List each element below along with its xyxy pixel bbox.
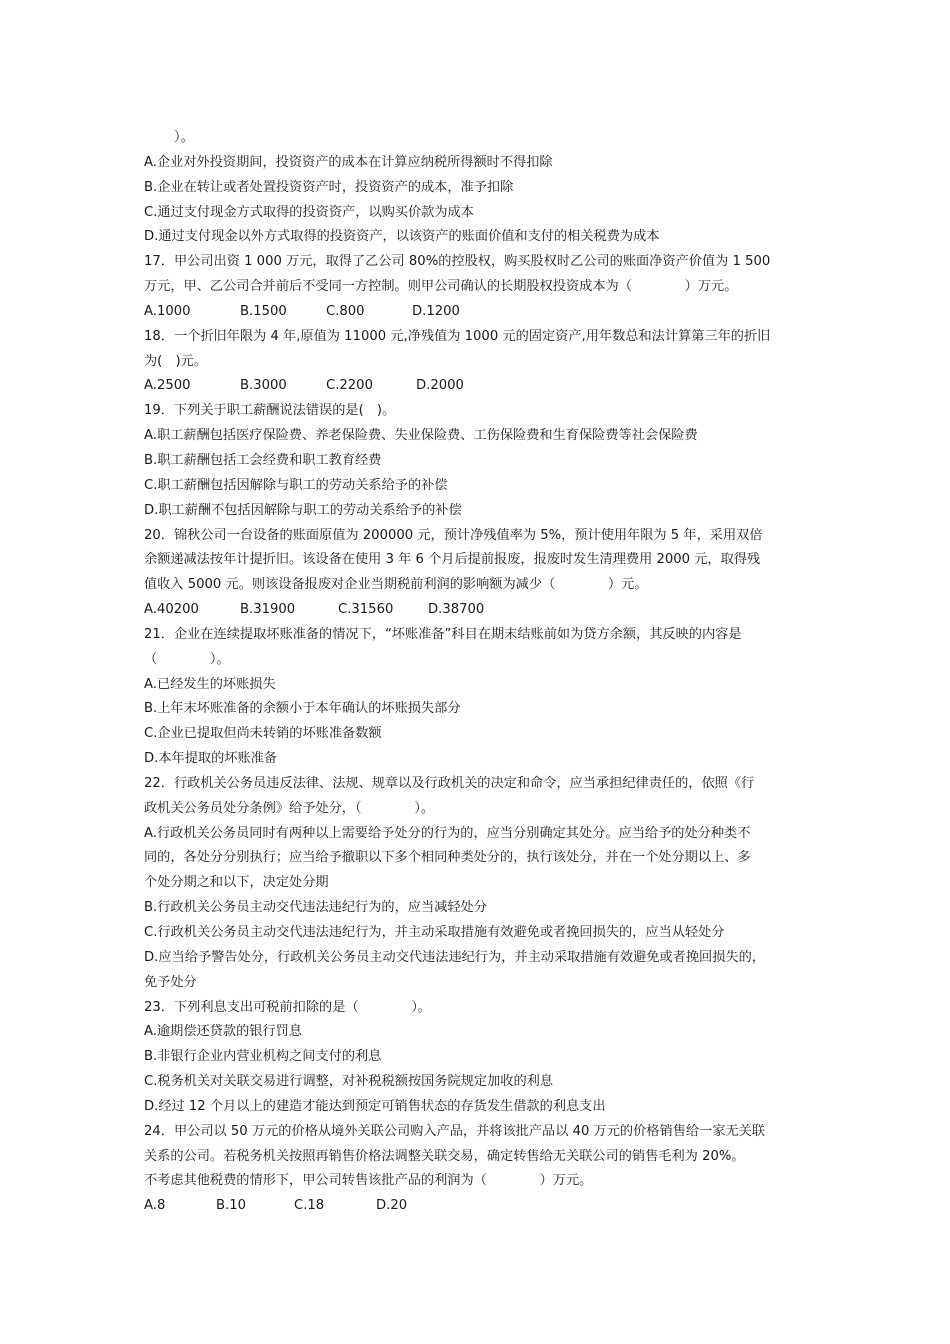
question-20: 20．锦秋公司一台设备的账面原值为 200000 元，预计净残值率为 5%，预计使用年限为 5 年，采用双倍 [144,527,763,543]
text-line: B.上年末坏账准备的余额小于本年确认的坏账损失部分 [144,701,461,717]
text-line: C.行政机关公务员主动交代违法违纪行为，并主动采取措施有效避免或者挽回损失的，应当从轻处分 [144,925,725,940]
options-q20 [144,598,816,623]
text-line: 值收入 5000 元。则该设备报废对企业当期税前利润的影响额为减少（ ）元。 [144,577,648,593]
option-d: D.2000 [416,378,464,394]
question-22: 22．行政机关公务员违反法律、法规、规章以及行政机关的决定和命令，应当承担纪律责任的，依照《行 [144,775,755,791]
question-24: 24．甲公司以 50 万元的价格从境外关联公司购入产品，并将该批产品以 40 万元的价格销售给一家无关联 [144,1123,765,1139]
option-b: B.1500 [240,303,287,319]
text-line: 余额递减法按年计提折旧。该设备在使用 3 年 6 个月后提前报废，报废时发生清理费用 2000 元，取得残 [144,552,761,568]
text-line: D.应当给予警告处分，行政机关公务员主动交代违法违纪行为，并主动采取措施有效避免或者挽回损失的， [144,949,765,965]
option-c: C.31560 [338,602,394,618]
options-q18 [144,374,816,399]
text-line: ）。 [174,130,194,145]
option-c: C.2200 [326,378,373,394]
text-line: A.职工薪酬包括医疗保险费、养老保险费、失业保险费、工伤保险费和生育保险费等社会保险费 [144,428,698,444]
option-b: B.10 [216,1198,247,1214]
text-line: 政机关公务员处分条例》给予处分，（ ）。 [144,800,435,816]
question-17: 17．甲公司出资 1 000 万元，取得了乙公司 80%的控股权，购买股权时乙公司的账面净资产价值为 1 500 [144,254,771,270]
option-a: A.1000 [144,303,191,319]
text-line: （ ）。 [144,651,230,667]
text-line: B.行政机关公务员主动交代违法违纪行为的，应当减轻处分 [144,900,487,916]
text-line: B.职工薪酬包括工会经费和职工教育经费 [144,452,382,468]
text-line: B.企业在转让或者处置投资资产时，投资资产的成本，准予扣除 [144,179,514,195]
text-line: D.通过支付现金以外方式取得的投资资产，以该资产的账面价值和支付的相关税费为成本 [144,229,660,245]
question-21: 21．企业在连续提取坏账准备的情况下，“坏账准备”科目在期末结账前如为贷方余额，其反映的内容是 [144,626,742,642]
text-line: 个处分期之和以下，决定处分期 [144,875,329,891]
text-line: 免予处分 [144,974,197,990]
text-line: 万元，甲、乙公司合并前后不受同一方控制。则甲公司确认的长期股权投资成本为（ ）万元。 [144,279,738,295]
option-a: A.40200 [144,602,199,618]
text-line: C.职工薪酬包括因解除与职工的劳动关系给予的补偿 [144,477,448,493]
text-line: A.已经发生的坏账损失 [144,676,276,692]
text-line: D.职工薪酬不包括因解除与职工的劳动关系给予的补偿 [144,502,462,518]
question-19: 19．下列关于职工薪酬说法错误的是( )。 [144,403,396,419]
option-c: C.800 [326,303,365,319]
option-d: D.38700 [428,602,485,618]
text-line: A.行政机关公务员同时有两种以上需要给予处分的行为的，应当分别确定其处分。应当给予的处分种类不 [144,825,751,841]
text-line: C.税务机关对关联交易进行调整，对补税税额按国务院规定加收的利息 [144,1074,554,1090]
option-d: D.20 [376,1198,408,1214]
option-a: A.2500 [144,378,191,394]
text-line: 关系的公司。若税务机关按照再销售价格法调整关联交易，确定转售给无关联公司的销售毛利为 20%。 [144,1148,745,1164]
option-b: B.31900 [240,602,296,618]
option-c: C.18 [294,1198,325,1214]
text-line: C.通过支付现金方式取得的投资资产，以购买价款为成本 [144,204,474,220]
text-line: B.非银行企业内营业机构之间支付的利息 [144,1049,382,1065]
text-line: D.本年提取的坏账准备 [144,751,278,767]
question-18: 18．一个折旧年限为 4 年,原值为 11000 元,净残值为 1000 元的固定资产,用年数总和法计算第三年的折旧 [144,328,771,344]
text-line: A.企业对外投资期间，投资资产的成本在计算应纳税所得额时不得扣除 [144,154,553,170]
option-b: B.3000 [240,378,287,394]
text-line: D.经过 12 个月以上的建造才能达到预定可销售状态的存货发生借款的利息支出 [144,1098,606,1114]
options-q17 [144,300,816,325]
question-23: 23．下列利息支出可税前扣除的是（ ）。 [144,999,432,1015]
option-d: D.1200 [412,303,460,319]
option-a: A.8 [144,1198,166,1214]
text-line: 为( )元。 [144,353,208,369]
text-line: 不考虑其他税费的情形下，甲公司转售该批产品的利润为（ ）万元。 [144,1173,593,1189]
text-line: C.企业已提取但尚未转销的坏账准备数额 [144,726,382,742]
question-text [144,126,816,1219]
text-line: 同的，各处分分别执行；应当给予撤职以下多个相同种类处分的，执行该处分，并在一个处分期以上、多 [144,850,751,866]
options-q24 [144,1194,816,1219]
text-line: A.逾期偿还贷款的银行罚息 [144,1024,303,1040]
